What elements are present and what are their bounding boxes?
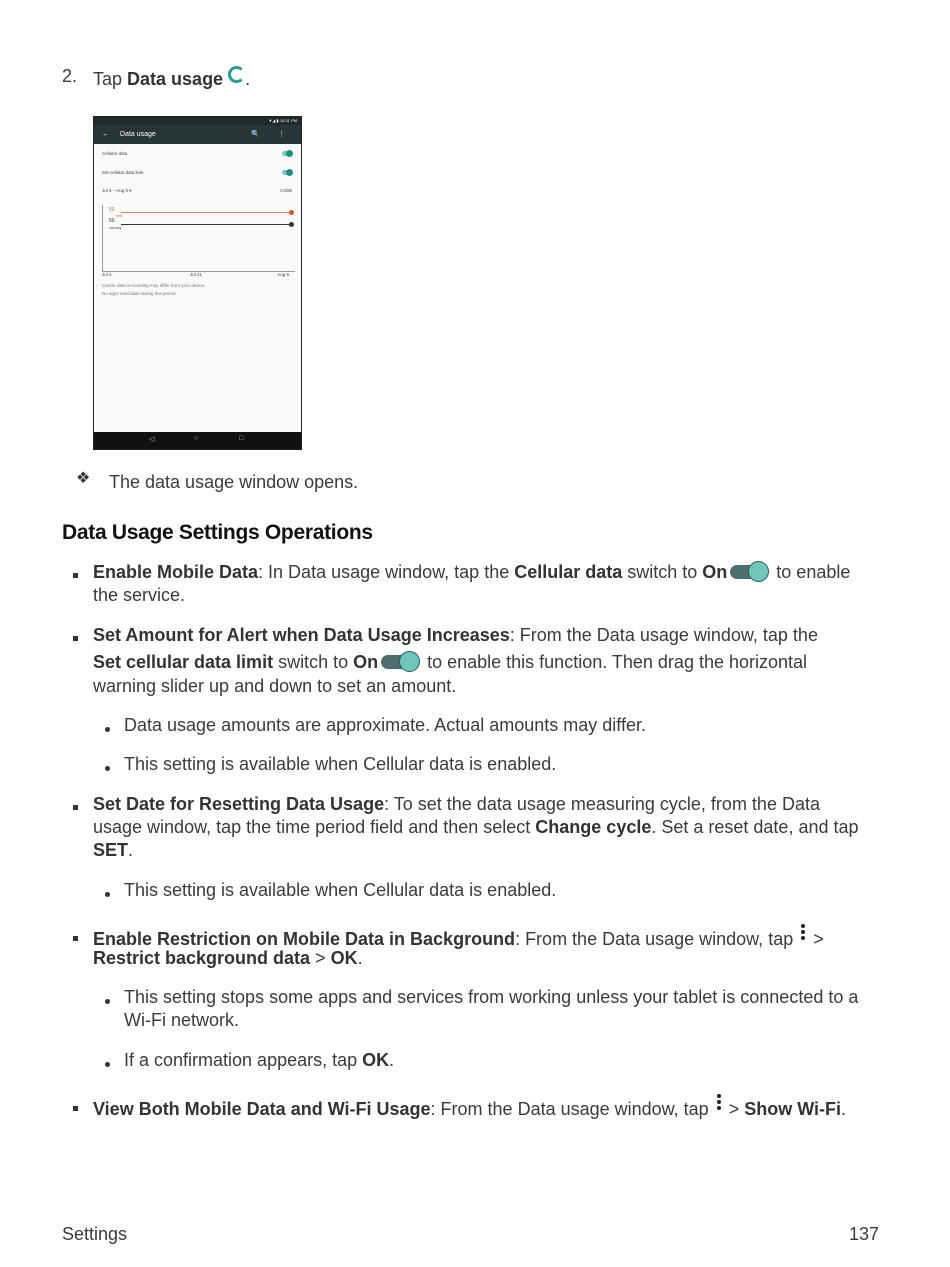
item-set-alert: [93, 624, 818, 647]
nav-back-icon: ◁: [149, 436, 155, 443]
item-bold: OK: [362, 1050, 390, 1070]
item-text: .: [389, 1050, 395, 1070]
item-set-alert-line2: [93, 651, 807, 674]
item-text: to enable: [771, 562, 851, 582]
item-text: switch to: [273, 652, 354, 672]
back-arrow-icon: ←: [102, 131, 109, 138]
item-text: >: [310, 948, 331, 968]
item-bold: OK: [330, 948, 358, 968]
item-text-cont: warning slider up and down to set an amount.: [93, 676, 457, 696]
page-number: 137: [848, 1224, 879, 1244]
item-text: >: [723, 1099, 745, 1119]
item-text: .: [357, 948, 363, 968]
phone-cycle-value: 0.00B: [280, 188, 292, 193]
item-bold: On: [702, 562, 728, 582]
sub-item-cont: Wi-Fi network.: [124, 1010, 240, 1030]
phone-nav-bar: [94, 432, 301, 449]
footer-section: Settings: [62, 1224, 128, 1244]
item-text: .: [841, 1099, 847, 1119]
bullet-dot: [105, 999, 110, 1004]
phone-x-mid: Jul 21: [190, 272, 203, 277]
item-text: If a confirmation appears, tap: [124, 1050, 363, 1070]
bullet-dot: [105, 892, 110, 897]
item-bold: Cellular data: [514, 562, 623, 582]
step-suffix: .: [245, 69, 251, 89]
item-text-cont: the service.: [93, 585, 186, 605]
bullet-dot: [105, 1062, 110, 1067]
phone-toggle-limit: [282, 170, 292, 175]
sub-item: This setting stops some apps and services from working unless your tablet is connected to a: [124, 987, 859, 1007]
sub-item: [124, 1049, 394, 1072]
item-bold: SET: [93, 840, 129, 860]
phone-row-limit: Set cellular data limit: [102, 170, 144, 175]
phone-limit-label: limit: [116, 214, 123, 218]
phone-status-bar: ▼◢ ▮ 10:31 PM: [94, 117, 301, 125]
phone-note-2: No apps used data during this period.: [102, 291, 177, 296]
item-enable-mobile-data: [93, 561, 850, 584]
step-instruction: [93, 66, 250, 90]
item-bold: On: [353, 652, 379, 672]
phone-toggle-cellular: [282, 151, 292, 156]
step-number: 2.: [62, 66, 78, 86]
item-restrict-line2: [93, 947, 363, 970]
bullet-square: [73, 636, 78, 641]
item-title: Enable Restriction on Mobile Data in Background: [93, 929, 516, 949]
phone-screenshot: [93, 116, 302, 450]
phone-x-end: Aug 5: [277, 272, 289, 277]
phone-usage-chart: [102, 205, 295, 272]
phone-limit-line: [121, 212, 291, 213]
bullet-dot: [105, 727, 110, 732]
phone-warn-handle: [289, 222, 294, 227]
bullet-square: [73, 936, 78, 941]
bullet-dot: [105, 766, 110, 771]
item-text: : From the Data usage window, tap: [430, 1099, 714, 1119]
result-bullet-icon: ❖: [76, 470, 91, 487]
item-bold: Set cellular data limit: [93, 652, 274, 672]
phone-title: Data usage: [120, 131, 156, 138]
bullet-square: [73, 573, 78, 578]
toggle-on-icon: [381, 652, 419, 670]
section-heading: Data Usage Settings Operations: [62, 521, 373, 544]
nav-home-icon: ○: [194, 435, 199, 442]
item-title: Set Date for Resetting Data Usage: [93, 794, 385, 814]
phone-cycle: Jul 6 – Aug 5 ▾: [102, 188, 132, 193]
sub-item: This setting is available when Cellular data is enabled.: [124, 754, 557, 774]
item-reset-date-line3: [93, 839, 133, 862]
phone-limit-handle: [289, 210, 294, 215]
item-text: >: [808, 929, 824, 949]
phone-note-1: Carrier data accounting may differ from your device.: [102, 283, 206, 288]
bullet-square: [73, 805, 78, 810]
more-options-icon: [717, 1094, 721, 1112]
item-title: Set Amount for Alert when Data Usage Increases: [93, 625, 510, 645]
item-text: : To set the data usage measuring cycle, from the Data: [384, 794, 820, 814]
item-bold: Show Wi-Fi: [744, 1099, 842, 1119]
item-reset-date: [93, 793, 820, 816]
sub-item: Data usage amounts are approximate. Actual amounts may differ.: [124, 715, 646, 735]
item-text: switch to: [622, 562, 703, 582]
data-usage-ring-icon: [228, 66, 245, 83]
toggle-on-icon: [730, 562, 768, 580]
phone-x-start: Jul 6: [102, 272, 112, 277]
item-text: . Set a reset date, and tap: [651, 817, 859, 837]
item-title: Enable Mobile Data: [93, 562, 259, 582]
phone-warn-label: warning: [109, 226, 122, 230]
step-bold-label: Data usage: [127, 69, 224, 89]
item-text: : In Data usage window, tap the: [258, 562, 515, 582]
result-text: The data usage window opens.: [109, 472, 359, 492]
more-options-icon: [801, 924, 805, 942]
item-title: View Both Mobile Data and Wi-Fi Usage: [93, 1099, 431, 1119]
item-bold: Change cycle: [535, 817, 652, 837]
phone-warn-line: [121, 224, 291, 225]
item-bold: Restrict background data: [93, 948, 311, 968]
item-text: : From the Data usage window, tap: [515, 929, 799, 949]
sub-item: This setting is available when Cellular data is enabled.: [124, 880, 557, 900]
phone-row-cellular: Cellular data: [102, 151, 128, 156]
item-reset-date-line2: [93, 816, 859, 839]
phone-limit-value: 50: [109, 207, 115, 213]
item-text: usage window, tap the time period field and then select: [93, 817, 536, 837]
item-text: to enable this function. Then drag the horizontal: [422, 652, 808, 672]
nav-recent-icon: □: [239, 435, 244, 442]
bullet-square: [73, 1106, 78, 1111]
phone-app-bar: [94, 125, 301, 144]
phone-actions: 🔍 ⋮: [251, 131, 293, 138]
step-prefix: Tap: [93, 69, 128, 89]
item-text: .: [128, 840, 134, 860]
item-text: : From the Data usage window, tap the: [509, 625, 818, 645]
phone-warn-value: 50: [109, 218, 115, 224]
item-show-wifi: [93, 1094, 846, 1121]
